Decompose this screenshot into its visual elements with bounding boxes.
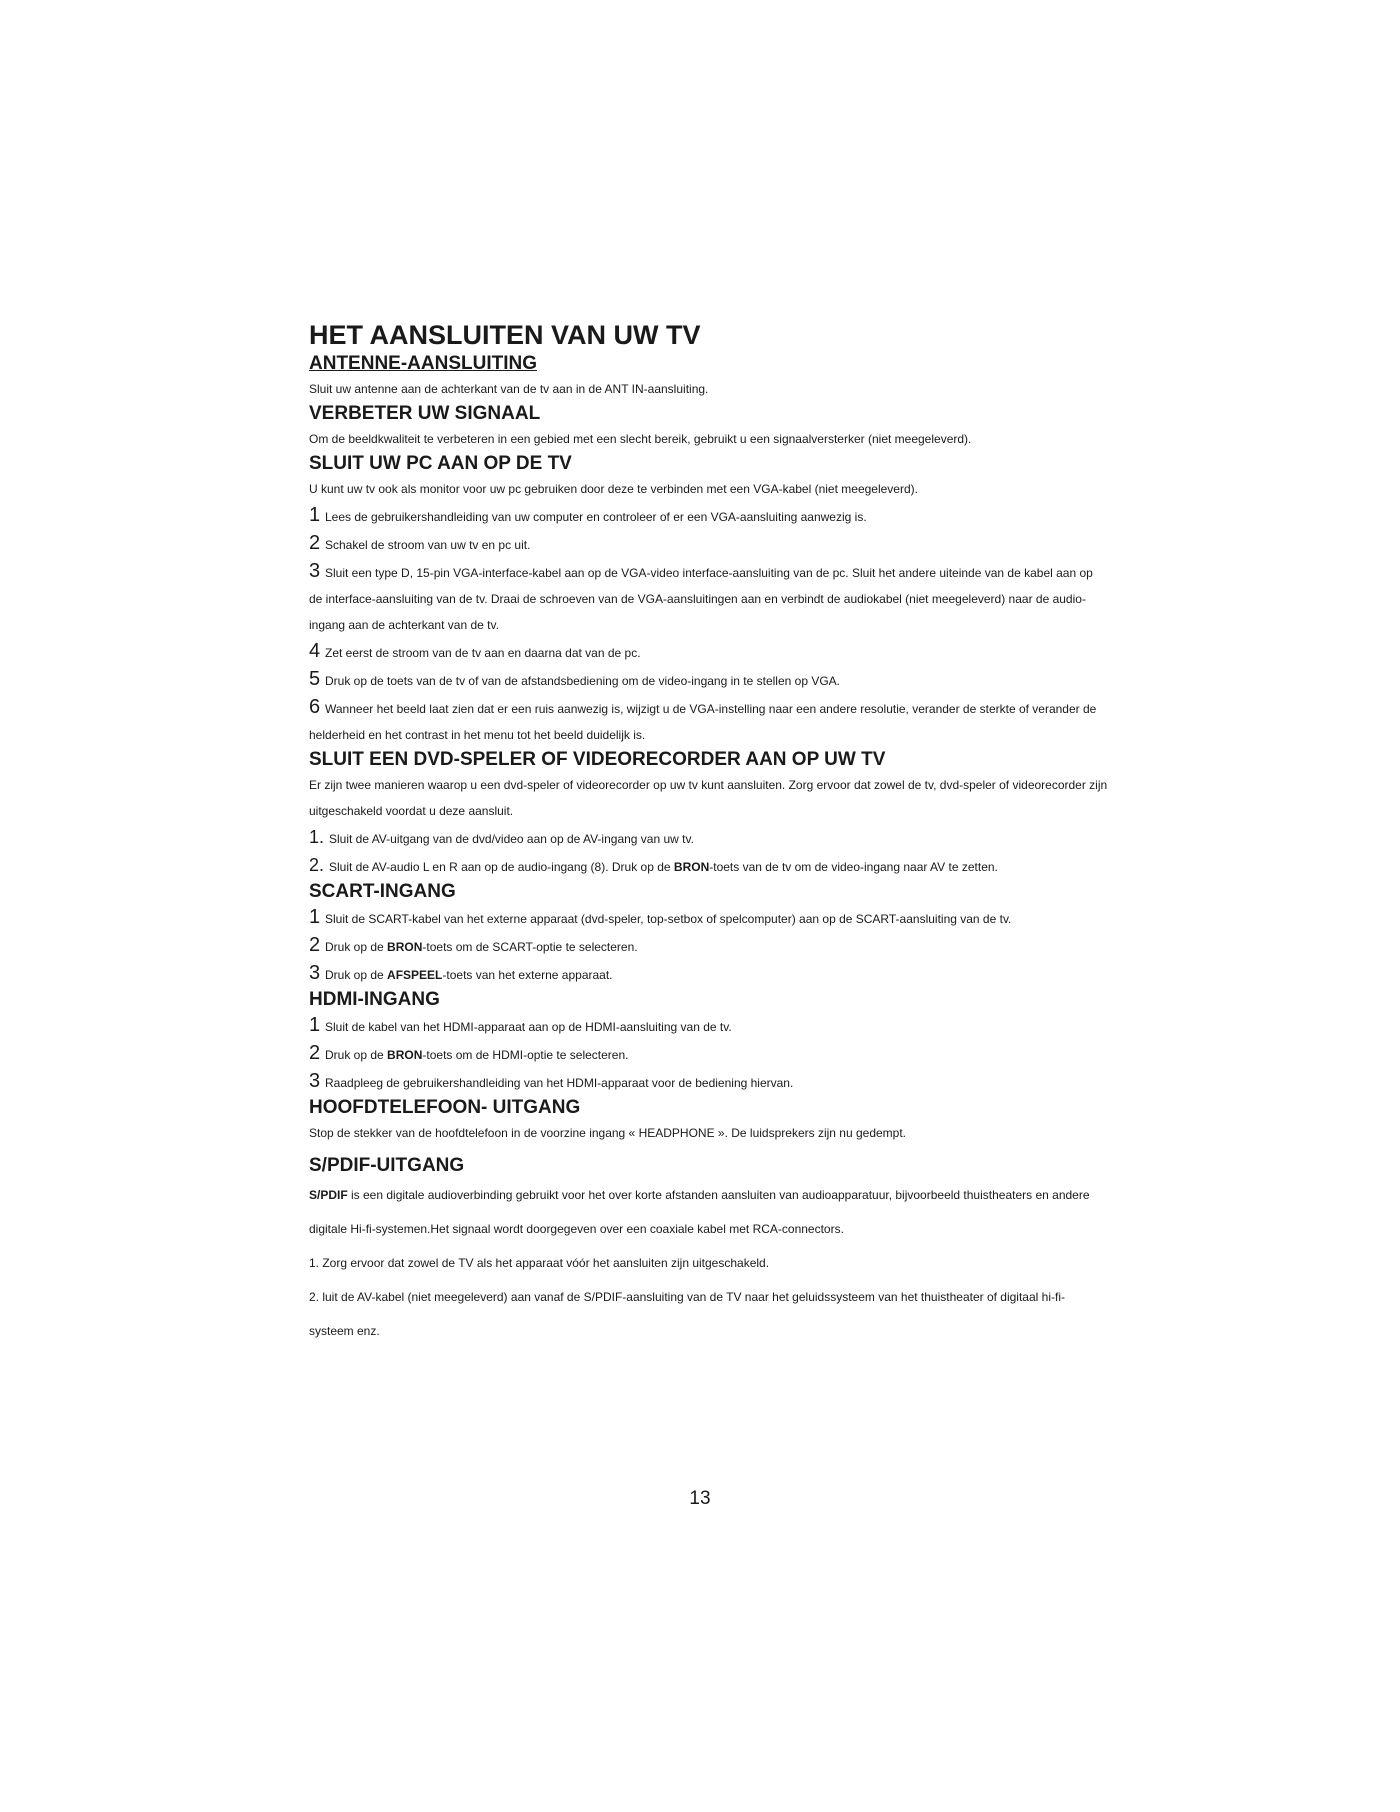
scart-step-2 — [309, 932, 1109, 960]
step-text: Lees de gebruikershandleiding van uw computer en controleer of er een VGA-aansluiting aanwezig is. — [325, 510, 867, 524]
step-number: 5 — [309, 668, 321, 690]
heading-antenna: ANTENNE-AANSLUITING — [309, 353, 537, 374]
step-number: 3 — [309, 560, 321, 582]
step-text: -toets om de HDMI-optie te selecteren. — [422, 1048, 629, 1062]
step-number: 3 — [309, 1070, 321, 1092]
spdif-item-2: 2. luit de AV-kabel (niet meegeleverd) aan vanaf de S/PDIF-aansluiting van de TV naar het geluidssysteem van het thuistheater of digitaal hi-fi-systeem enz. — [309, 1290, 1065, 1338]
heading-spdif: S/PDIF-UITGANG — [309, 1155, 465, 1176]
hdmi-step-1 — [309, 1012, 1109, 1040]
step-text: Sluit de AV-uitgang van de dvd/video aan op de AV-ingang van uw tv. — [329, 832, 694, 846]
page-number: 13 — [689, 1488, 711, 1509]
heading-dvd: SLUIT EEN DVD-SPELER OF VIDEORECORDER AAN OP UW TV — [309, 749, 886, 770]
step-text: Raadpleeg de gebruikershandleiding van het HDMI-apparaat voor de bediening hiervan. — [325, 1076, 794, 1090]
document-body — [309, 318, 1109, 1348]
paragraph-spdif — [309, 1178, 1109, 1246]
step-number: 1 — [309, 906, 321, 928]
pc-step-2 — [309, 530, 1109, 558]
heading-pc: SLUIT UW PC AAN OP DE TV — [309, 453, 572, 474]
step-text: Druk op de — [325, 968, 388, 982]
step-text: -toets van de tv om de video-ingang naar AV te zetten. — [709, 860, 998, 874]
scart-step-1 — [309, 904, 1109, 932]
heading-hdmi: HDMI-INGANG — [309, 989, 440, 1010]
step-number: 1 — [309, 504, 321, 526]
spdif-item-1: 1. Zorg ervoor dat zowel de TV als het apparaat vóór het aansluiten zijn uitgeschakeld. — [309, 1256, 770, 1270]
step-number: 2. — [309, 855, 325, 875]
pc-step-1 — [309, 502, 1109, 530]
step-number: 3 — [309, 962, 321, 984]
step-number: 2 — [309, 532, 321, 554]
step-text: Druk op de — [325, 940, 388, 954]
step-number: 1 — [309, 1014, 321, 1036]
paragraph-pc-intro: U kunt uw tv ook als monitor voor uw pc gebruiken door deze te verbinden met een VGA-kabel (niet meegeleverd). — [309, 482, 918, 496]
pc-step-4 — [309, 638, 1109, 666]
scart-step-3 — [309, 960, 1109, 988]
heading-signal: VERBETER UW SIGNAAL — [309, 403, 541, 424]
heading-scart: SCART-INGANG — [309, 881, 456, 902]
paragraph-headphone: Stop de stekker van de hoofdtelefoon in de voorzine ingang « HEADPHONE ». De luidsprekers zijn nu gedempt. — [309, 1126, 907, 1140]
dvd-step-2 — [309, 852, 1109, 880]
bron-keyword: BRON — [387, 940, 423, 954]
spdif-keyword: S/PDIF — [309, 1188, 348, 1202]
paragraph-signal: Om de beeldkwaliteit te verbeteren in een gebied met een slecht bereik, gebruikt u een signaalversterker (niet meegeleverd). — [309, 432, 972, 446]
step-text: -toets van het externe apparaat. — [442, 968, 613, 982]
afspeel-keyword: AFSPEEL — [387, 968, 443, 982]
bron-keyword: BRON — [387, 1048, 423, 1062]
step-text: Zet eerst de stroom van de tv aan en daarna dat van de pc. — [325, 646, 641, 660]
step-text: Druk op de — [325, 1048, 388, 1062]
step-number: 4 — [309, 640, 321, 662]
step-number: 2 — [309, 1042, 321, 1064]
pc-step-6 — [309, 694, 1109, 748]
spdif-text: is een digitale audioverbinding gebruikt voor het over korte afstanden aansluiten van audioapparatuur, bijvoorbeeld thuistheaters en andere digitale Hi-fi-systemen.Het signaal wordt doorgegeven over een coaxiale kabel met RCA-connectors. — [309, 1188, 1090, 1236]
dvd-step-1 — [309, 824, 1109, 852]
step-text: Wanneer het beeld laat zien dat er een ruis aanwezig is, wijzigt u de VGA-instelling naar een andere resolutie, verander de sterkte of verander de helderheid en het contrast in het menu tot het beeld duidelijk is. — [309, 702, 1097, 742]
paragraph-dvd-intro: Er zijn twee manieren waarop u een dvd-speler of videorecorder op uw tv kunt aansluiten. Zorg ervoor dat zowel de tv, dvd-speler of videorecorder zijn uitgeschakeld voordat u deze aansluit. — [309, 778, 1108, 818]
step-number: 1. — [309, 827, 325, 847]
step-number: 6 — [309, 696, 321, 718]
step-text: Sluit een type D, 15-pin VGA-interface-kabel aan op de VGA-video interface-aansluiting van de pc. Sluit het andere uiteinde van de kabel aan op de interface-aansluiting van de tv. Draai de schroeven van de VGA-aansluitingen aan en verbindt de audiokabel (niet meegeleverd) naar de audio-ingang aan de achterkant van de tv. — [309, 566, 1093, 632]
step-text: Schakel de stroom van uw tv en pc uit. — [325, 538, 531, 552]
pc-step-3 — [309, 558, 1109, 638]
hdmi-step-2 — [309, 1040, 1109, 1068]
step-text: Sluit de kabel van het HDMI-apparaat aan op de HDMI-aansluiting van de tv. — [325, 1020, 732, 1034]
step-text: -toets om de SCART-optie te selecteren. — [422, 940, 638, 954]
page-title: HET AANSLUITEN VAN UW TV — [309, 320, 701, 350]
step-number: 2 — [309, 934, 321, 956]
step-text: Sluit de AV-audio L en R aan op de audio-ingang (8). Druk op de — [329, 860, 674, 874]
hdmi-step-3 — [309, 1068, 1109, 1096]
step-text: Druk op de toets van de tv of van de afstandsbediening om de video-ingang in te stellen op VGA. — [325, 674, 840, 688]
step-text: Sluit de SCART-kabel van het externe apparaat (dvd-speler, top-setbox of spelcomputer) aan op de SCART-aansluiting van de tv. — [325, 912, 1012, 926]
pc-step-5 — [309, 666, 1109, 694]
paragraph-antenna: Sluit uw antenne aan de achterkant van de tv aan in de ANT IN-aansluiting. — [309, 382, 709, 396]
bron-keyword: BRON — [673, 860, 710, 874]
heading-headphone: HOOFDTELEFOON- UITGANG — [309, 1097, 581, 1118]
